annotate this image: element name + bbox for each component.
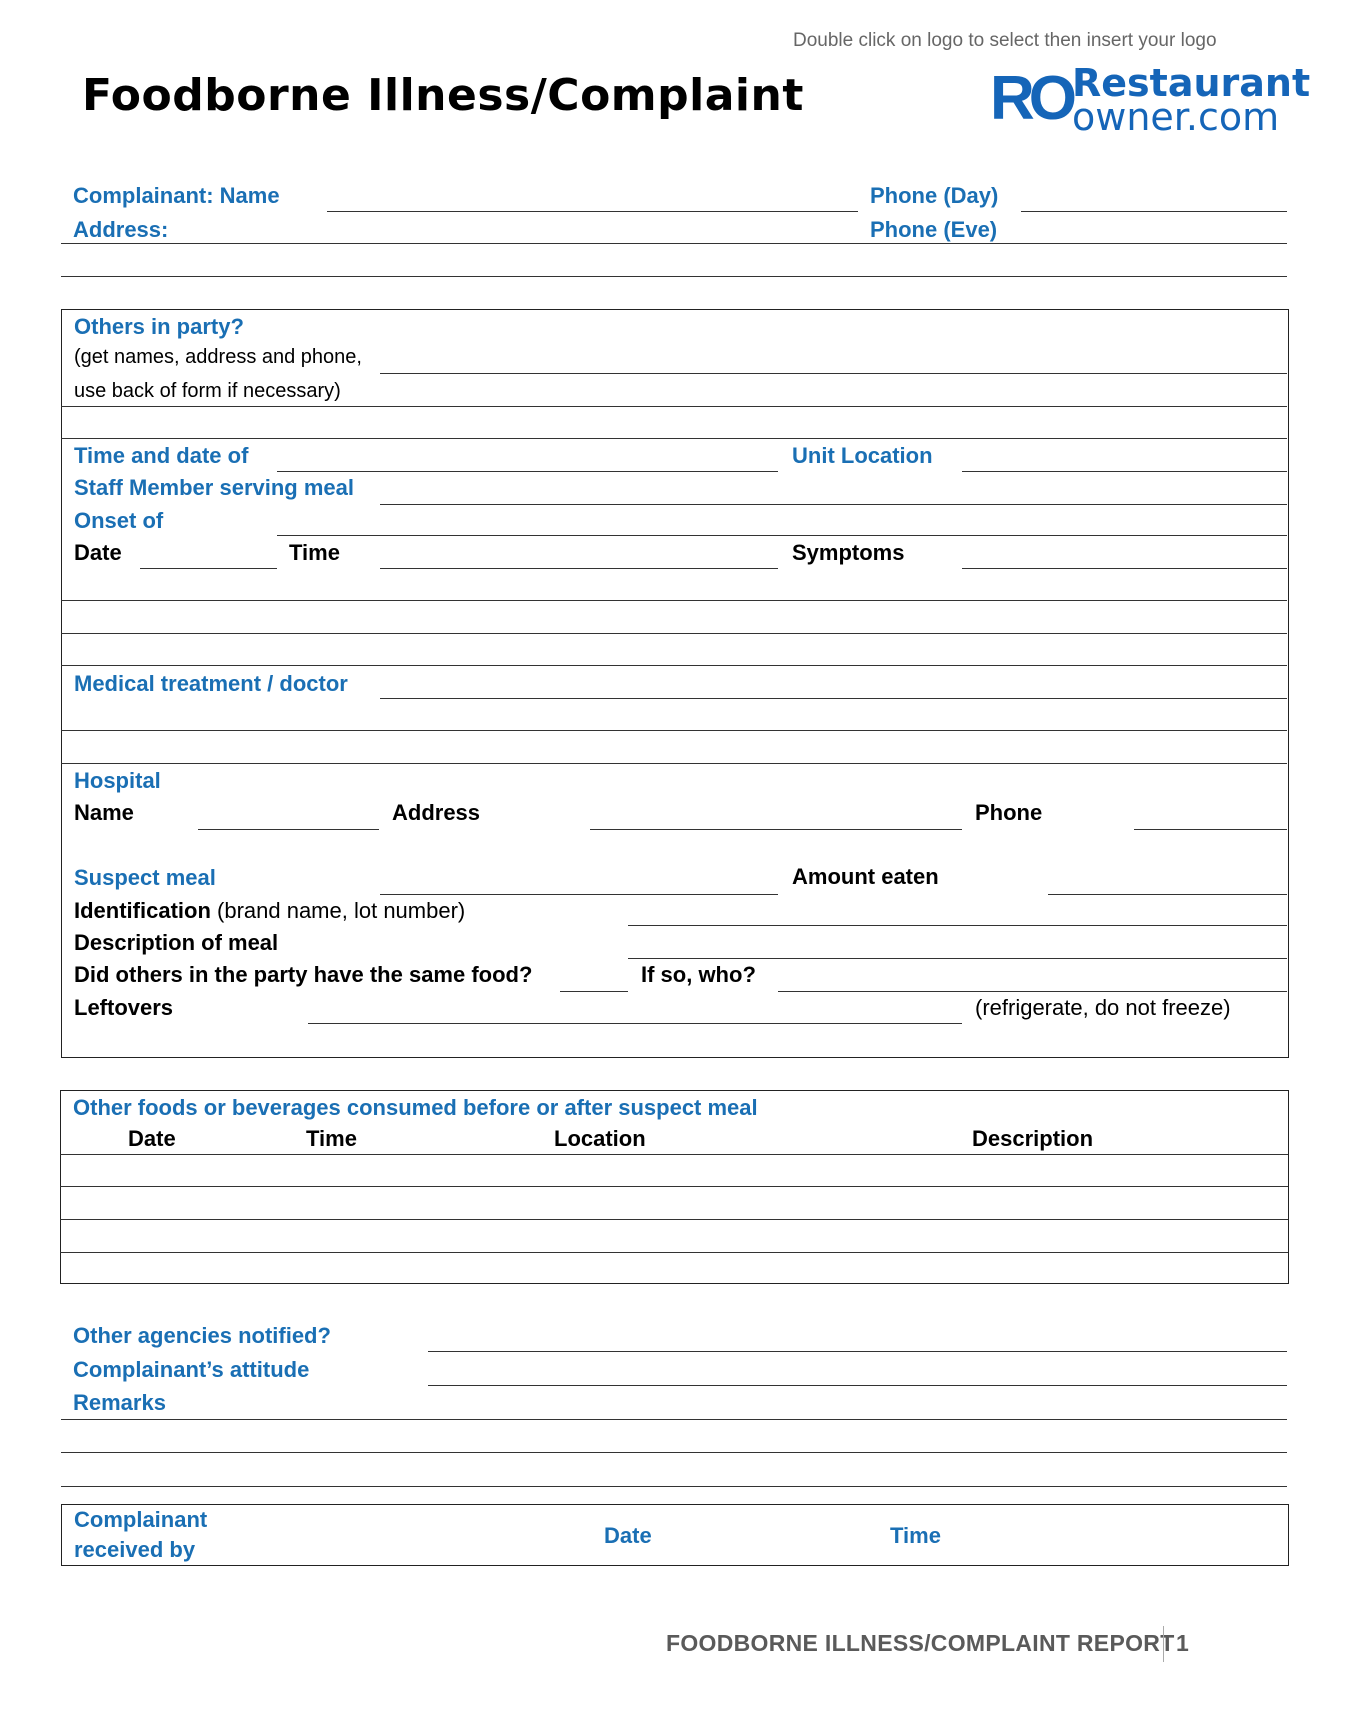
- received-date-label: Date: [604, 1523, 652, 1548]
- other-foods-heading: Other foods or beverages consumed before or after suspect meal: [73, 1095, 758, 1120]
- complainant-name-label: Complainant: Name: [73, 183, 280, 208]
- amount-eaten-field[interactable]: [1048, 894, 1287, 895]
- other-agencies-field[interactable]: [428, 1351, 1287, 1352]
- received-by-label-2: received by: [74, 1537, 196, 1562]
- identification-note: (brand name, lot number): [210, 898, 466, 923]
- meal-description-label: Description of meal: [74, 930, 279, 955]
- page-title: Foodborne Illness/Complaint: [82, 70, 804, 121]
- col-time: Time: [306, 1126, 357, 1151]
- identification-field[interactable]: [628, 925, 1287, 926]
- unit-location-label: Unit Location: [792, 443, 933, 468]
- symptoms-field-4[interactable]: [61, 665, 1287, 666]
- complainant-attitude-field[interactable]: [428, 1385, 1287, 1386]
- hospital-label: Hospital: [74, 768, 161, 793]
- remarks-field-3[interactable]: [61, 1486, 1287, 1487]
- suspect-meal-field[interactable]: [380, 894, 778, 895]
- medical-treatment-field-2[interactable]: [61, 730, 1287, 731]
- leftovers-field[interactable]: [308, 1023, 962, 1024]
- address-field[interactable]: [61, 243, 1287, 244]
- address-label: Address:: [73, 217, 169, 242]
- phone-day-field[interactable]: [1021, 211, 1287, 212]
- col-location: Location: [554, 1126, 646, 1151]
- table-row[interactable]: [60, 1186, 1288, 1187]
- identification-text: Identification: [74, 898, 211, 923]
- table-row[interactable]: [60, 1252, 1288, 1253]
- table-row-divider: [60, 1154, 1288, 1155]
- company-logo[interactable]: [990, 61, 1311, 139]
- logo-mark: RO: [990, 64, 1071, 133]
- onset-label: Onset of: [74, 508, 164, 533]
- logo-hint: Double click on logo to select then insert your logo: [793, 30, 1217, 51]
- party-field-2[interactable]: [61, 406, 1287, 407]
- onset-date-label: Date: [74, 540, 122, 565]
- phone-day-label: Phone (Day): [870, 183, 999, 208]
- logo-text-owner: owner.com: [1072, 95, 1280, 139]
- hospital-phone-field[interactable]: [1134, 829, 1287, 830]
- received-by-label-1: Complainant: [74, 1507, 208, 1532]
- amount-eaten-label: Amount eaten: [792, 864, 939, 889]
- unit-location-field[interactable]: [962, 471, 1287, 472]
- party-field-1[interactable]: [380, 373, 1287, 374]
- onset-time-field[interactable]: [380, 568, 778, 569]
- logo-text-restaurant: Restaurant: [1072, 61, 1311, 105]
- col-description: Description: [972, 1126, 1094, 1151]
- hospital-address-field[interactable]: [590, 829, 962, 830]
- address-field-2[interactable]: [61, 276, 1287, 277]
- party-field-3[interactable]: [61, 438, 1287, 439]
- received-time-label: Time: [890, 1523, 941, 1548]
- footer-report-title: FOODBORNE ILLNESS/COMPLAINT REPORT: [666, 1630, 1175, 1656]
- symptoms-field-2[interactable]: [61, 600, 1287, 601]
- received-by-box: [61, 1504, 1289, 1566]
- party-note-1: (get names, address and phone,: [74, 346, 362, 368]
- medical-treatment-field-3[interactable]: [61, 763, 1287, 764]
- medical-treatment-label: Medical treatment / doctor: [74, 671, 348, 696]
- leftovers-note: (refrigerate, do not freeze): [975, 995, 1231, 1020]
- remarks-field-2[interactable]: [61, 1452, 1287, 1453]
- onset-field[interactable]: [277, 535, 1287, 536]
- hospital-phone-label: Phone: [975, 800, 1043, 825]
- party-note-2: use back of form if necessary): [74, 380, 341, 402]
- symptoms-field-3[interactable]: [61, 633, 1287, 634]
- complainant-attitude-label: Complainant’s attitude: [73, 1357, 310, 1382]
- others-same-food-field[interactable]: [560, 991, 628, 992]
- hospital-name-field[interactable]: [198, 829, 379, 830]
- meal-description-field[interactable]: [628, 958, 1287, 959]
- medical-treatment-field[interactable]: [380, 698, 1287, 699]
- footer-divider: [1163, 1626, 1164, 1662]
- hospital-name-label: Name: [74, 800, 134, 825]
- symptoms-field[interactable]: [962, 568, 1287, 569]
- onset-date-field[interactable]: [140, 568, 277, 569]
- leftovers-label: Leftovers: [74, 995, 174, 1020]
- phone-eve-label: Phone (Eve): [870, 217, 998, 242]
- others-same-food-label: Did others in the party have the same food?: [74, 962, 533, 987]
- complainant-name-field[interactable]: [327, 211, 858, 212]
- hospital-address-label: Address: [392, 800, 481, 825]
- remarks-field[interactable]: [61, 1419, 1287, 1420]
- remarks-label: Remarks: [73, 1390, 166, 1415]
- col-date: Date: [128, 1126, 176, 1151]
- table-row[interactable]: [60, 1219, 1288, 1220]
- others-in-party-label: Others in party?: [74, 314, 244, 339]
- symptoms-label: Symptoms: [792, 540, 905, 565]
- suspect-meal-label: Suspect meal: [74, 865, 216, 890]
- onset-time-label: Time: [289, 540, 340, 565]
- time-date-label: Time and date of: [74, 443, 249, 468]
- time-date-field[interactable]: [277, 471, 778, 472]
- staff-member-label: Staff Member serving meal: [74, 475, 354, 500]
- other-agencies-label: Other agencies notified?: [73, 1323, 331, 1348]
- if-so-who-field[interactable]: [778, 991, 1287, 992]
- staff-member-field[interactable]: [380, 504, 1287, 505]
- if-so-who-label: If so, who?: [641, 962, 756, 987]
- page-number: 1: [1176, 1630, 1190, 1656]
- identification-label: [74, 898, 465, 924]
